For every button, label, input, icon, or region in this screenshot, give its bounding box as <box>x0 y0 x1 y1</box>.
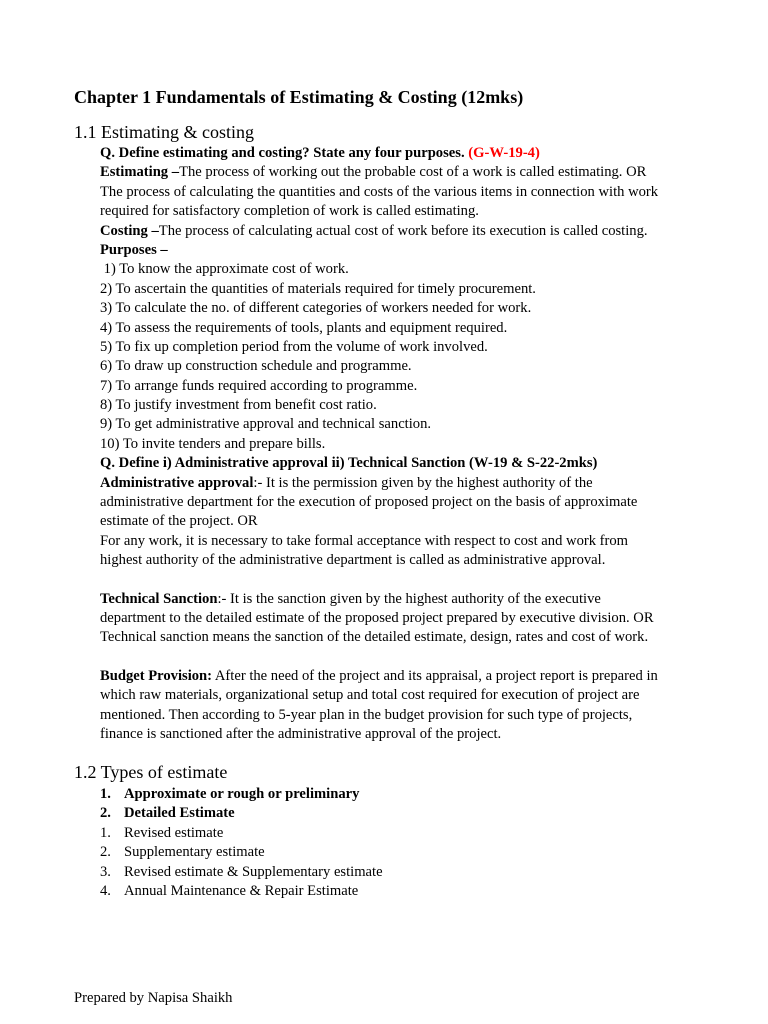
types-of-estimate-list <box>100 785 383 901</box>
list-item <box>100 843 383 862</box>
list-item <box>100 804 383 823</box>
budget-provision-label: Budget Provision: <box>100 667 213 684</box>
paragraph-gap <box>100 648 710 667</box>
question-estimating-costing <box>100 144 710 163</box>
list-text: Supplementary estimate <box>124 844 265 861</box>
admin-approval-line-1 <box>100 474 710 493</box>
list-number: 1. <box>100 824 111 841</box>
list-item <box>100 882 383 901</box>
budget-provision-line-4: finance is sanctioned after the administrative approval of the project. <box>100 725 502 742</box>
section-title-1-1: 1.1 Estimating & costing <box>74 122 254 142</box>
budget-provision-line-1 <box>100 667 710 686</box>
technical-sanction-text: :- It is the sanction given by the highest authority of the executive <box>217 590 601 607</box>
list-text: Approximate or rough or preliminary <box>124 786 360 802</box>
estimating-definition-line-3: required for satisfactory completion of work is called estimating. <box>100 203 479 220</box>
question-approval-sanction: Q. Define i) Administrative approval ii) Technical Sanction (W-19 & S-22-2mks) <box>100 455 598 472</box>
admin-approval-line-5: highest authority of the administrative department is called as administrative approval. <box>100 552 606 569</box>
purpose-item: 10) To invite tenders and prepare bills. <box>100 435 326 452</box>
purpose-item: 9) To get administrative approval and technical sanction. <box>100 416 432 433</box>
question-text: Q. Define estimating and costing? State any four purposes. <box>100 145 465 161</box>
purpose-item: 6) To draw up construction schedule and programme. <box>100 358 412 375</box>
chapter-title: Chapter 1 Fundamentals of Estimating & Costing (12mks) <box>74 87 524 107</box>
list-number: 2. <box>100 805 111 822</box>
budget-provision-text: After the need of the project and its appraisal, a project report is prepared in <box>212 667 658 684</box>
list-text: Revised estimate <box>124 824 224 841</box>
admin-approval-label: Administrative approval <box>100 474 254 491</box>
budget-provision-line-3: mentioned. Then according to 5-year plan in the budget provision for such type of projects, <box>100 706 633 723</box>
purpose-item: 1) To know the approximate cost of work. <box>100 261 349 278</box>
admin-approval-line-2: administrative department for the execution of proposed project on the basis of approximate <box>100 494 638 511</box>
purpose-item: 7) To arrange funds required according to programme. <box>100 377 418 394</box>
costing-definition <box>100 222 710 241</box>
list-number: 4. <box>100 882 111 899</box>
budget-provision-line-2: which raw materials, organizational setup and total cost required for execution of project are <box>100 687 640 704</box>
estimating-definition-line-2: The process of calculating the quantities and costs of the various items in connection with work <box>100 183 659 200</box>
list-number: 1. <box>100 786 111 802</box>
list-text: Revised estimate & Supplementary estimate <box>124 863 383 880</box>
list-text: Annual Maintenance & Repair Estimate <box>124 882 359 899</box>
technical-sanction-line-1 <box>100 590 710 609</box>
list-item <box>100 824 383 843</box>
section-1-1-body <box>100 144 710 744</box>
technical-sanction-line-2: department to the detailed estimate of the proposed project prepared by executive division. OR <box>100 609 654 626</box>
list-text: Detailed Estimate <box>124 805 235 822</box>
technical-sanction-label: Technical Sanction <box>100 590 218 607</box>
list-item <box>100 863 383 882</box>
purpose-item: 2) To ascertain the quantities of materials required for timely procurement. <box>100 280 536 297</box>
paragraph-gap <box>100 571 710 590</box>
purposes-label: Purposes – <box>100 241 168 258</box>
list-number: 2. <box>100 844 111 861</box>
estimating-text: The process of working out the probable cost of a work is called estimating. OR <box>179 164 647 181</box>
footer-author: Prepared by Napisa Shaikh <box>74 990 233 1006</box>
admin-approval-text: :- It is the permission given by the highest authority of the <box>253 474 593 491</box>
admin-approval-line-4: For any work, it is necessary to take formal acceptance with respect to cost and work from <box>100 532 629 549</box>
list-item <box>100 785 383 804</box>
exam-tag: (G-W-19-4) <box>468 145 540 161</box>
list-number: 3. <box>100 863 111 880</box>
admin-approval-line-3: estimate of the project. OR <box>100 513 258 530</box>
estimating-definition-line-1 <box>100 163 710 182</box>
purpose-item: 3) To calculate the no. of different categories of workers needed for work. <box>100 300 532 317</box>
purpose-item: 5) To fix up completion period from the volume of work involved. <box>100 338 488 355</box>
purpose-item: 4) To assess the requirements of tools, plants and equipment required. <box>100 319 508 336</box>
estimating-label: Estimating – <box>100 164 180 181</box>
technical-sanction-line-3: Technical sanction means the sanction of the detailed estimate, design, rates and cost of work. <box>100 629 649 646</box>
purpose-item: 8) To justify investment from benefit cost ratio. <box>100 397 377 414</box>
costing-text: The process of calculating actual cost of work before its execution is called costing. <box>158 222 648 239</box>
section-title-1-2: 1.2 Types of estimate <box>74 762 228 782</box>
costing-label: Costing – <box>100 222 159 239</box>
